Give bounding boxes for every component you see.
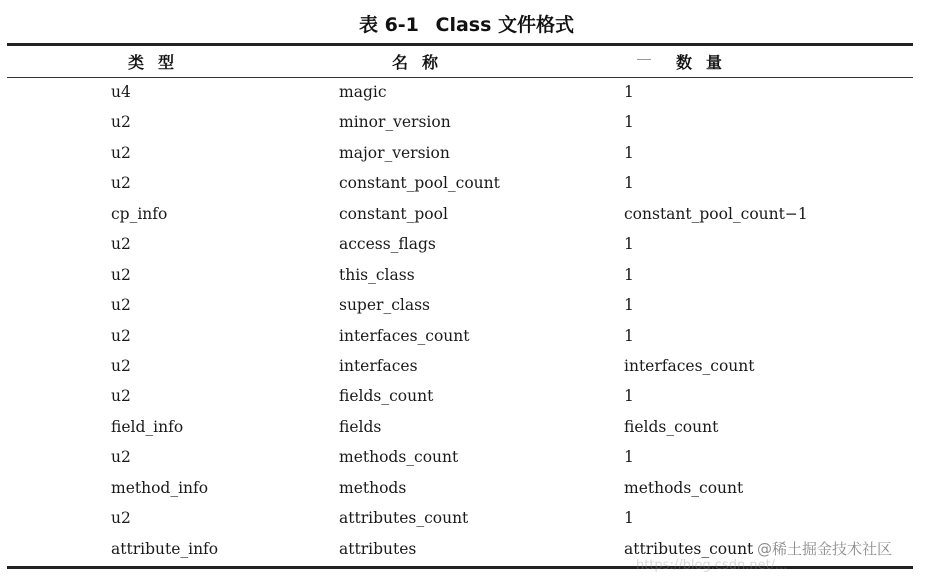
cell-type: attribute_info xyxy=(111,539,219,558)
cell-count: 1 xyxy=(624,265,634,284)
cell-type: u2 xyxy=(111,296,131,315)
cell-name: minor_version xyxy=(339,113,451,132)
cell-type: field_info xyxy=(111,417,184,436)
table-top-rule xyxy=(7,43,913,46)
cell-name: fields xyxy=(339,417,382,436)
cell-type: cp_info xyxy=(111,204,168,223)
cell-name: methods_count xyxy=(339,448,459,467)
cell-name: fields_count xyxy=(339,387,434,406)
cell-name: this_class xyxy=(339,265,415,284)
table-row xyxy=(0,80,933,110)
cell-count: methods_count xyxy=(624,478,744,497)
table-row xyxy=(0,232,933,262)
cell-count: attributes_count xyxy=(624,539,754,558)
table-row xyxy=(0,506,933,536)
table-row xyxy=(0,354,933,384)
cell-name: super_class xyxy=(339,296,430,315)
table-row xyxy=(0,141,933,171)
cell-count: 1 xyxy=(624,509,634,528)
cell-type: u2 xyxy=(111,509,131,528)
table-header-rule xyxy=(7,77,913,78)
table-row xyxy=(0,324,933,354)
cell-type: u4 xyxy=(111,83,131,101)
header-dash xyxy=(637,59,651,60)
cell-type: u2 xyxy=(111,448,131,467)
cell-type: method_info xyxy=(111,478,209,497)
table-row xyxy=(0,384,933,414)
watermark: @稀土掘金技术社区 xyxy=(757,540,893,558)
header-name: 名称 xyxy=(392,53,453,72)
table-row xyxy=(0,202,933,232)
cell-type: u2 xyxy=(111,326,131,345)
cell-count: 1 xyxy=(624,113,634,132)
table-row xyxy=(0,110,933,140)
table-body xyxy=(0,80,933,567)
cell-count: 1 xyxy=(624,296,634,315)
cell-count: 1 xyxy=(624,448,634,467)
cell-count: fields_count xyxy=(624,417,719,436)
table-row xyxy=(0,171,933,201)
watermark-url: https://blog.csdn.net/... xyxy=(636,558,788,573)
cell-type: u2 xyxy=(111,113,131,132)
table-row xyxy=(0,445,933,475)
header-type: 类型 xyxy=(128,53,189,72)
cell-count: 1 xyxy=(624,235,634,254)
header-count: 数量 xyxy=(676,53,737,72)
cell-name: interfaces_count xyxy=(339,326,470,345)
table-row xyxy=(0,415,933,445)
cell-type: u2 xyxy=(111,387,131,406)
table-caption xyxy=(0,10,933,37)
cell-type: u2 xyxy=(111,174,131,193)
table-number: 表 6-1 xyxy=(358,14,419,36)
table-title: Class 文件格式 xyxy=(435,14,575,36)
cell-name: attributes xyxy=(339,539,417,558)
table-row xyxy=(0,263,933,293)
table-row xyxy=(0,293,933,323)
cell-type: u2 xyxy=(111,143,131,162)
cell-name: constant_pool xyxy=(339,204,448,223)
cell-name: access_flags xyxy=(339,235,436,254)
table-row xyxy=(0,476,933,506)
cell-name: constant_pool_count xyxy=(339,174,500,193)
cell-type: u2 xyxy=(111,265,131,284)
cell-name: magic xyxy=(339,83,387,101)
cell-count: 1 xyxy=(624,326,634,345)
cell-name: major_version xyxy=(339,143,450,162)
cell-count: 1 xyxy=(624,83,634,101)
cell-count: constant_pool_count−1 xyxy=(624,204,808,223)
cell-name: attributes_count xyxy=(339,509,469,528)
cell-count: 1 xyxy=(624,143,634,162)
cell-name: interfaces xyxy=(339,356,418,375)
cell-count: 1 xyxy=(624,387,634,406)
cell-type: u2 xyxy=(111,356,131,375)
cell-count: interfaces_count xyxy=(624,356,755,375)
cell-count: 1 xyxy=(624,174,634,193)
cell-name: methods xyxy=(339,478,407,497)
cell-type: u2 xyxy=(111,235,131,254)
